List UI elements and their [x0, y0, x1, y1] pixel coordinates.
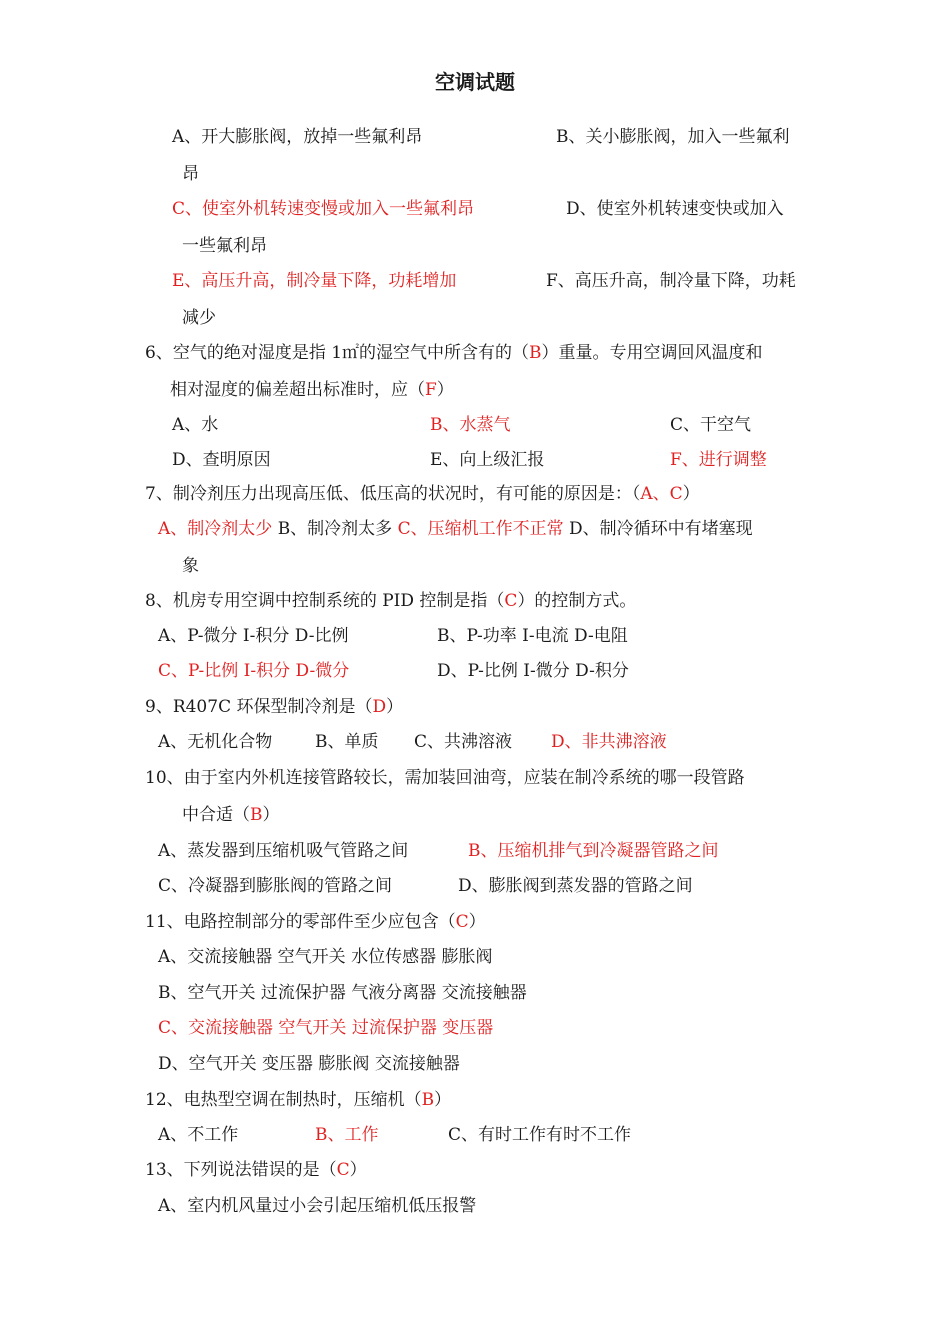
q13-stem — [145, 1158, 367, 1182]
q7-options — [158, 517, 753, 541]
q7-option-d-cont: 象 — [182, 556, 199, 576]
q7-stem-text: 7、制冷剂压力出现高压低、低压高的状况时，有可能的原因是：（ — [145, 484, 641, 504]
q9-option-a: A、无机化合物 — [158, 732, 273, 752]
q7-answer: A、C — [640, 484, 683, 504]
q10-answer: B — [250, 805, 263, 825]
q5-option-e: E、高压升高，制冷量下降，功耗增加 — [172, 271, 457, 291]
q12-option-c: C、有时工作有时不工作 — [448, 1125, 632, 1145]
page-title: 空调试题 — [435, 70, 515, 94]
q10-stem-line2 — [182, 803, 280, 827]
q6-stem-text2: 相对湿度的偏差超出标准时，应（ — [170, 380, 425, 400]
q8-option-d: D、P-比例 I-微分 D-积分 — [437, 661, 629, 681]
q10-option-c: C、冷凝器到膨胀阀的管路之间 — [158, 876, 393, 896]
q7-option-d: D、制冷循环中有堵塞现 — [569, 519, 753, 539]
q9-option-d: D、非共沸溶液 — [551, 732, 667, 752]
q13-stem-end: ） — [349, 1160, 367, 1180]
q10-stem-text: 中合适（ — [182, 805, 250, 825]
q10-stem-end: ） — [262, 805, 280, 825]
q5-option-b-cont: 昂 — [182, 164, 199, 184]
q7-stem-end: ） — [682, 484, 700, 504]
q13-answer: C — [336, 1160, 350, 1180]
q5-option-f: F、高压升高，制冷量下降，功耗 — [546, 271, 796, 291]
q8-stem-end: ）的控制方式。 — [517, 591, 637, 611]
q6-answer-1: B — [529, 343, 542, 363]
q7-option-b: B、制冷剂太多 — [277, 519, 393, 539]
q10-option-a: A、蒸发器到压缩机吸气管路之间 — [158, 841, 409, 861]
q7-stem — [145, 482, 700, 506]
q9-option-c: C、共沸溶液 — [414, 732, 513, 752]
q10-stem-line1: 10、由于室内外机连接管路较长，需加装回油弯，应装在制冷系统的哪一段管路 — [145, 768, 745, 788]
q6-option-a: A、水 — [172, 415, 219, 435]
q6-answer-2: F — [425, 380, 437, 400]
q8-answer: C — [504, 591, 518, 611]
q6-option-f: F、进行调整 — [670, 450, 767, 470]
q8-option-c: C、P-比例 I-积分 D-微分 — [158, 661, 350, 681]
q6-stem-text: 6、空气的绝对湿度是指 1㎡的湿空气中所含有的（ — [145, 343, 530, 363]
q5-option-d: D、使室外机转速变快或加入 — [566, 199, 784, 219]
q12-stem — [145, 1088, 451, 1112]
q8-stem — [145, 589, 636, 613]
q6-stem-text2-end: ） — [436, 380, 454, 400]
q5-option-a: A、开大膨胀阀，放掉一些氟利昂 — [172, 127, 423, 147]
q9-answer: D — [372, 697, 387, 717]
q6-option-b: B、水蒸气 — [430, 415, 511, 435]
q11-option-c: C、交流接触器 空气开关 过流保护器 变压器 — [158, 1018, 494, 1038]
q5-option-f-cont: 减少 — [182, 308, 216, 328]
q5-option-c: C、使室外机转速变慢或加入一些氟利昂 — [172, 199, 475, 219]
q9-stem-text: 9、R407C 环保型制冷剂是（ — [145, 697, 373, 717]
q7-option-a: A、制冷剂太少 — [158, 519, 273, 539]
q9-option-b: B、单质 — [315, 732, 379, 752]
q6-option-c: C、干空气 — [670, 415, 752, 435]
q12-answer: B — [421, 1090, 435, 1110]
q11-option-a: A、交流接触器 空气开关 水位传感器 膨胀阀 — [158, 947, 493, 967]
q12-option-a: A、不工作 — [158, 1125, 239, 1145]
q11-option-b: B、空气开关 过流保护器 气液分离器 交流接触器 — [158, 983, 527, 1003]
q6-option-e: E、向上级汇报 — [430, 450, 545, 470]
q12-stem-end: ） — [434, 1090, 452, 1110]
q10-option-d: D、膨胀阀到蒸发器的管路之间 — [458, 876, 693, 896]
q8-stem-text: 8、机房专用空调中控制系统的 PID 控制是指（ — [145, 591, 505, 611]
q6-stem-text-end: ）重量。专用空调回风温度和 — [541, 343, 763, 363]
q5-option-b: B、关小膨胀阀，加入一些氟利 — [556, 127, 790, 147]
q10-option-b: B、压缩机排气到冷凝器管路之间 — [468, 841, 719, 861]
q6-stem-line2 — [170, 378, 454, 402]
q12-option-b: B、工作 — [315, 1125, 379, 1145]
q11-stem-end: ） — [468, 912, 486, 932]
q6-option-d: D、查明原因 — [172, 450, 271, 470]
q13-stem-text: 13、下列说法错误的是（ — [145, 1160, 337, 1180]
q11-stem-text: 11、电路控制部分的零部件至少应包含（ — [145, 912, 456, 932]
q11-answer: C — [455, 912, 469, 932]
q8-option-a: A、P-微分 I-积分 D-比例 — [158, 626, 349, 646]
q11-stem — [145, 910, 486, 934]
q6-stem-line1 — [145, 341, 763, 365]
q11-option-d: D、空气开关 变压器 膨胀阀 交流接触器 — [158, 1054, 460, 1074]
q5-option-d-cont: 一些氟利昂 — [182, 236, 267, 256]
q8-option-b: B、P-功率 I-电流 D-电阻 — [437, 626, 628, 646]
q9-stem — [145, 695, 403, 719]
q9-stem-end: ） — [386, 697, 404, 717]
q13-option-a: A、室内机风量过小会引起压缩机低压报警 — [158, 1196, 477, 1216]
q7-option-c: C、压缩机工作不正常 — [397, 519, 564, 539]
q12-stem-text: 12、电热型空调在制热时，压缩机（ — [145, 1090, 422, 1110]
